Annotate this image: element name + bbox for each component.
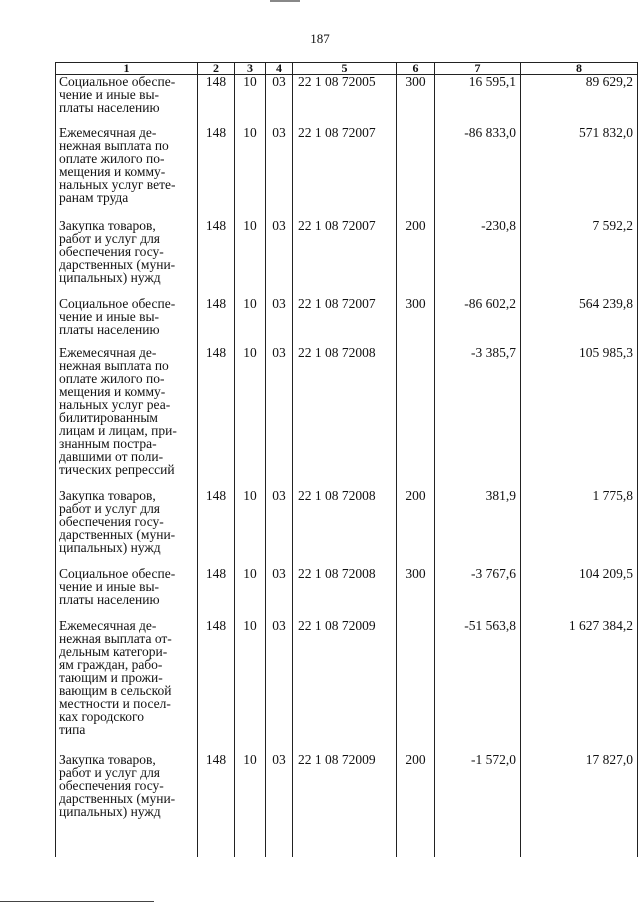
row-code-4: 03 [266,75,293,126]
top-scan-mark [270,0,300,2]
row-change-amount: 381,9 [435,489,521,567]
row-description: Социальное обеспе- чение и иные вы- платы населению [56,75,198,126]
row-code-2: 148 [198,297,235,346]
row-code-2: 148 [198,567,235,619]
row-description: Закупка товаров, работ и услуг для обеспечения госу- дарственных (муни- ципальных) нужд [56,753,198,857]
row-total-amount: 571 832,0 [521,126,638,219]
table-row [56,126,638,219]
row-expense-type: 200 [397,753,435,857]
row-target-article: 22 1 08 72007 [293,297,397,346]
row-target-article: 22 1 08 72008 [293,567,397,619]
row-code-2: 148 [198,619,235,753]
row-code-3: 10 [235,567,266,619]
row-expense-type: 200 [397,219,435,297]
table-row [56,619,638,753]
row-change-amount: -51 563,8 [435,619,521,753]
row-target-article: 22 1 08 72005 [293,75,397,126]
row-total-amount: 104 209,5 [521,567,638,619]
row-expense-type [397,619,435,753]
row-code-2: 148 [198,489,235,567]
row-change-amount: -230,8 [435,219,521,297]
row-code-4: 03 [266,489,293,567]
table-row [56,75,638,126]
row-description: Социальное обеспе- чение и иные вы- платы населению [56,297,198,346]
page-number: 187 [310,31,330,46]
row-target-article: 22 1 08 72007 [293,126,397,219]
row-expense-type [397,346,435,489]
row-total-amount: 7 592,2 [521,219,638,297]
row-change-amount: -86 602,2 [435,297,521,346]
row-target-article: 22 1 08 72007 [293,219,397,297]
row-total-amount: 564 239,8 [521,297,638,346]
row-change-amount: -86 833,0 [435,126,521,219]
table-row [56,753,638,857]
row-code-3: 10 [235,346,266,489]
row-code-4: 03 [266,219,293,297]
table-header [56,63,638,75]
row-change-amount: 16 595,1 [435,75,521,126]
row-description: Закупка товаров, работ и услуг для обеспечения госу- дарственных (муни- ципальных) нужд [56,219,198,297]
column-header-7: 7 [435,63,521,75]
row-expense-type: 300 [397,75,435,126]
budget-table-container [55,62,637,844]
row-description: Социальное обеспе- чение и иные вы- платы населению [56,567,198,619]
column-header-1: 1 [56,63,198,75]
row-code-4: 03 [266,567,293,619]
row-code-2: 148 [198,346,235,489]
row-code-3: 10 [235,126,266,219]
row-target-article: 22 1 08 72009 [293,753,397,857]
column-header-5: 5 [293,63,397,75]
row-change-amount: -3 385,7 [435,346,521,489]
table-row [56,297,638,346]
row-code-2: 148 [198,219,235,297]
row-expense-type: 300 [397,297,435,346]
row-total-amount: 89 629,2 [521,75,638,126]
header-row [56,63,638,75]
row-total-amount: 17 827,0 [521,753,638,857]
row-code-3: 10 [235,219,266,297]
row-code-4: 03 [266,753,293,857]
row-total-amount: 1 775,8 [521,489,638,567]
column-header-4: 4 [266,63,293,75]
bottom-rule [0,901,154,902]
column-header-2: 2 [198,63,235,75]
table-row [56,489,638,567]
table-row [56,219,638,297]
row-code-3: 10 [235,753,266,857]
row-description: Закупка товаров, работ и услуг для обеспечения госу- дарственных (муни- ципальных) нужд [56,489,198,567]
row-code-3: 10 [235,297,266,346]
row-target-article: 22 1 08 72009 [293,619,397,753]
row-code-3: 10 [235,619,266,753]
row-expense-type [397,126,435,219]
row-code-4: 03 [266,297,293,346]
row-expense-type: 300 [397,567,435,619]
row-code-4: 03 [266,346,293,489]
row-description: Ежемесячная де- нежная выплата по оплате жилого по- мещения и комму- нальных услуг реа- билитированным лицам и лицам, при- знанным постра- давшими от поли- тических репрессий [56,346,198,489]
row-total-amount: 1 627 384,2 [521,619,638,753]
row-description: Ежемесячная де- нежная выплата по оплате жилого по- мещения и комму- нальных услуг вете- ранам труда [56,126,198,219]
row-target-article: 22 1 08 72008 [293,489,397,567]
row-change-amount: -3 767,6 [435,567,521,619]
table-row [56,567,638,619]
column-header-3: 3 [235,63,266,75]
row-code-3: 10 [235,489,266,567]
column-header-6: 6 [397,63,435,75]
row-target-article: 22 1 08 72008 [293,346,397,489]
column-header-8: 8 [521,63,638,75]
row-code-2: 148 [198,75,235,126]
row-code-2: 148 [198,753,235,857]
row-code-3: 10 [235,75,266,126]
row-description: Ежемесячная де- нежная выплата от- дельным категори- ям граждан, рабо- тающим и прожи- вающим в сельской местности и посел- ках городского типа [56,619,198,753]
row-total-amount: 105 985,3 [521,346,638,489]
row-code-4: 03 [266,126,293,219]
row-code-4: 03 [266,619,293,753]
row-code-2: 148 [198,126,235,219]
table-body [56,75,638,857]
row-expense-type: 200 [397,489,435,567]
row-change-amount: -1 572,0 [435,753,521,857]
budget-table [55,62,638,857]
table-row [56,346,638,489]
